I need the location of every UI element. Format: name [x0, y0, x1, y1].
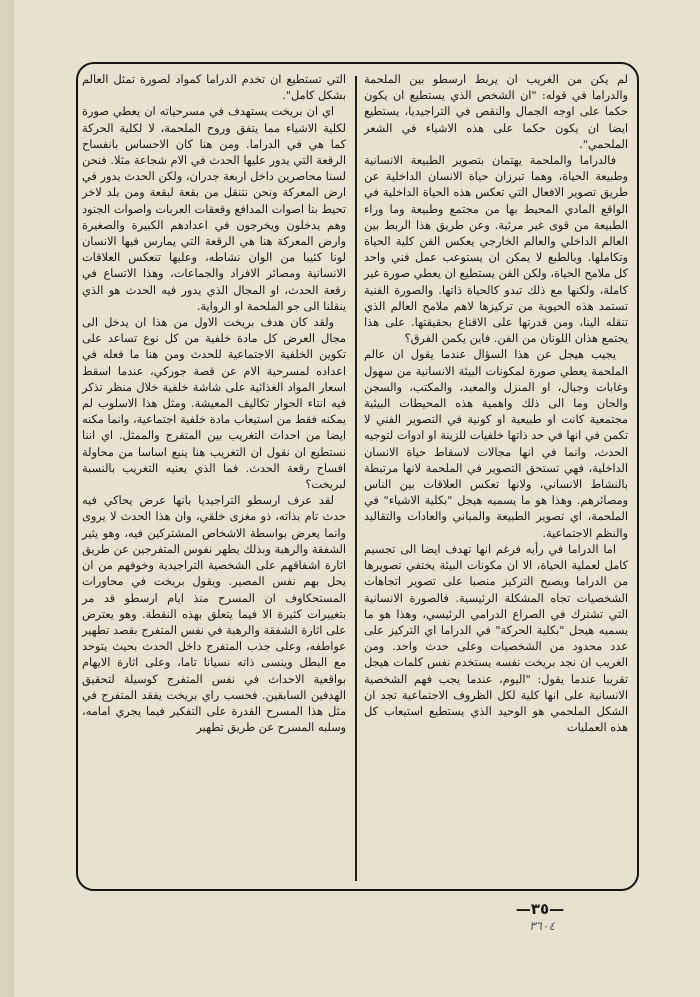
page-footer [500, 900, 580, 933]
right-text-column [364, 72, 628, 736]
scan-edge [0, 0, 14, 997]
paragraph: التي تستطيع ان تخدم الدراما كمواد لصورة تمثل العالم بشكل كامل". [82, 73, 346, 103]
page-number: —٣٥— [515, 900, 565, 918]
paragraph: اي ان بريخت يستهدف في مسرحياته ان يعطي صورة لكلية الاشياء مما يتفق وروح الملحمة، لا لكلية الحركة كما هي في الدراما. ومن هنا كان الاحساس بانفساح الرقعة التي يدور عليها الحدث في الام شجاعة مثلا. فنحن لسنا محاصرين داخل اربعة جدران، ولكن الحدث يدور في ارض المعركة ونحن نتنقل من بقعة لبقعة ومن بلد لاخر تحيط بنا اصوات المدافع وقعقات العربات واصوات الجنود وهم يدخلون ويخرجون في اعدادهم الكبيرة والصغيرة وارض المعركة هنا هي الرقعة التي يمارس فيها الانسان لونا كئيبا من الوان نشاطه، وعليها تنعكس العلاقات الانسانية ومصائر الافراد والجماعات، وهذا الاتساع في رقعة الحدث، او المجال الذي يدور فيه الحدث هو الذي ينقلنا الى جو الملحمة او الرواية. [82, 105, 346, 313]
paragraph: اما الدراما في رأيه فرغم انها تهدف ايضا الى تجسيم كامل لعملية الحياة، الا ان مكونات البيئة يختفي تصويرها من الدراما ويصبح التركيز منصبا على تصوير اتجاهات الشخصيات تجاه المشكلة الرئيسية. فالصورة الانسانية التي تشترك في الصراع الدرامي الرئيسي، وهذا هو ما يسميه هيجل "بكلية الحركة" في الدراما اي التركيز على عدد محدود من الشخصيات وعلى حدث واحد. ومن الغريب ان نجد بريخت نفسه يستخدم نفس كلمات هيجل تقريبا عندما يقول: "اليوم، عندما يجب فهم الشخصية الانسانية على انها كلية لكل الظروف الاجتماعية تجد ان الشكل الملحمي هو الوحيد الذي يستطيع استيعاب كل هذه العمليات [364, 542, 628, 735]
paragraph: يجيب هيجل عن هذا السؤال عندما يقول ان عالم الملحمة يعطي صورة لمكونات البيئة الانسانية من سهول وغابات وجبال، او المنزل والمعبد، والمكتب، والسجن والحان وما الى ذلك واهمية هذه المحيطات البيئية مجتمعية كانت او طبيعية او كونية في التصوير الفني لا تكمن في انها في حد ذاتها خلفيات للزينة او ادوات لتوجيه الحدث، وانما في انها مجالات لاسقاط حياة الانسان الداخلية، فهي تستحق التصوير في الملحمة لانها مرتبطة بالنشاط الانساني، ولانها تعكس العلاقات بين الناس ومصائرهم. وهذا هو ما يسميه هيجل "بكلية الاشياء" في الملحمة، اي تصوير الطبيعة والمباني والعادات والتقاليد والنظم الاجتماعية. [364, 348, 628, 540]
column-divider [355, 76, 357, 881]
paragraph: لقد عرف ارسطو التراجيديا بانها عرض يحاكي فيه حدث تام بذاته، ذو مغزى خلقي، وان هذا الحدث لا يروى وانما يعرض بواسطة الاشخاص المشتركين فيه، وهو يثير الشفقة والرهبة وبذلك يطهر نفوس المتفرجين عن طريق اثارة اشفاقهم على الشخصية التراجيدية وخوفهم من ان يحل بهم نفس المصير. ويقول بريخت في محاورات المستحكاوف ان المسرح منذ ايام ارسطو قد مر بتغييرات كثيرة الا فيما يتعلق بهذه النقطة. وهو يعترض على اثارة الشفقة والرهبة في نفس المتفرج بقصد تطهير عواطفه، وعلى جذب المتفرج داخل الحدث بحيث يتوحد مع البطل وينسى ذاته نسيانا تاما، وعلى اثارة الايهام بواقعية الاحداث في نفس المتفرج كوسيلة لتحقيق الهدفين السابقين. فحسب راي بريخت يفقد المتفرج في مثل هذا المسرح القدرة على التفكير فيما يجري امامه، وسلبه المسرح عن طريق تطهير [82, 494, 346, 735]
paragraph: فالدراما والملحمة يهتمان بتصوير الطبيعة الانسانية وطبيعة الحياة، وهما تبرزان حياة الانسان الداخلية عن طريق تصوير الافعال التي تعكس هذه الحياة الداخلية في الواقع المادي المحيط بها من مجتمع وطبيعة وما وراء الطبيعة من قوى غير مرئية. وعن طريق هذا الربط بين العالم الداخلي والعالم الخارجي يعكس الفن كلية الحياة وتكاملها. وبالطبع لا يمكن ان يستوعب عمل فني واحد كل ملامح الحياة، ولكن الفن يستطيع ان يعطي صورة غير كاملة، ولكنها مع ذلك تبدو كالحياة ذاتها. والصورة الفنية تستمد هذه الحيوية من تركيزها لاهم ملامح العالم الذي تنقله الينا، ومن قدرتها على الاقناع بحقيقتها. على هذا يجتمع هذان اللونان من الفن. فاين يكمن الفرق؟ [364, 154, 628, 346]
left-text-column [82, 72, 346, 736]
paragraph: ولقد كان هدف بريخت الاول من هذا ان يدخل الى مجال العرض كل مادة خلفية من كل نوع تساعد على تكوين الخلفية الاجتماعية للحدث ومن هنا ما فعله في اعداده لمسرحية الام عن قصة جوركي، عندما اسقط اسعار المواد الغذائية على شاشة خلفية خلال منظر تذكر فيه انتاء الحوار تكاليف المعيشة. ومثل هذا الاسلوب لم يمكنه فقط من استيعاب مادة خلفية اجتماعية، وانما مكنه ايضا من احداث التغريب بين المتفرج والممثل. اي اننا نستطيع ان نقول ان التغريب هنا ينبع اساسا من محاولة افساح رقعة الحدث. فما الذي يعنيه التغريب بالنسبة لبريخت؟ [82, 316, 346, 492]
handwritten-annotation: ٣٦٠٤ [529, 919, 555, 933]
paragraph: لم يكن من الغريب ان يربط ارسطو بين الملحمة والدراما في قوله: "ان الشخص الذي يستطيع ان يكون حكما على اوجه الجمال والنقص في التراجيديا، يستطيع ايضا ان يكون حكما على هذه الاشياء في الشعر الملحمي". [364, 73, 628, 151]
